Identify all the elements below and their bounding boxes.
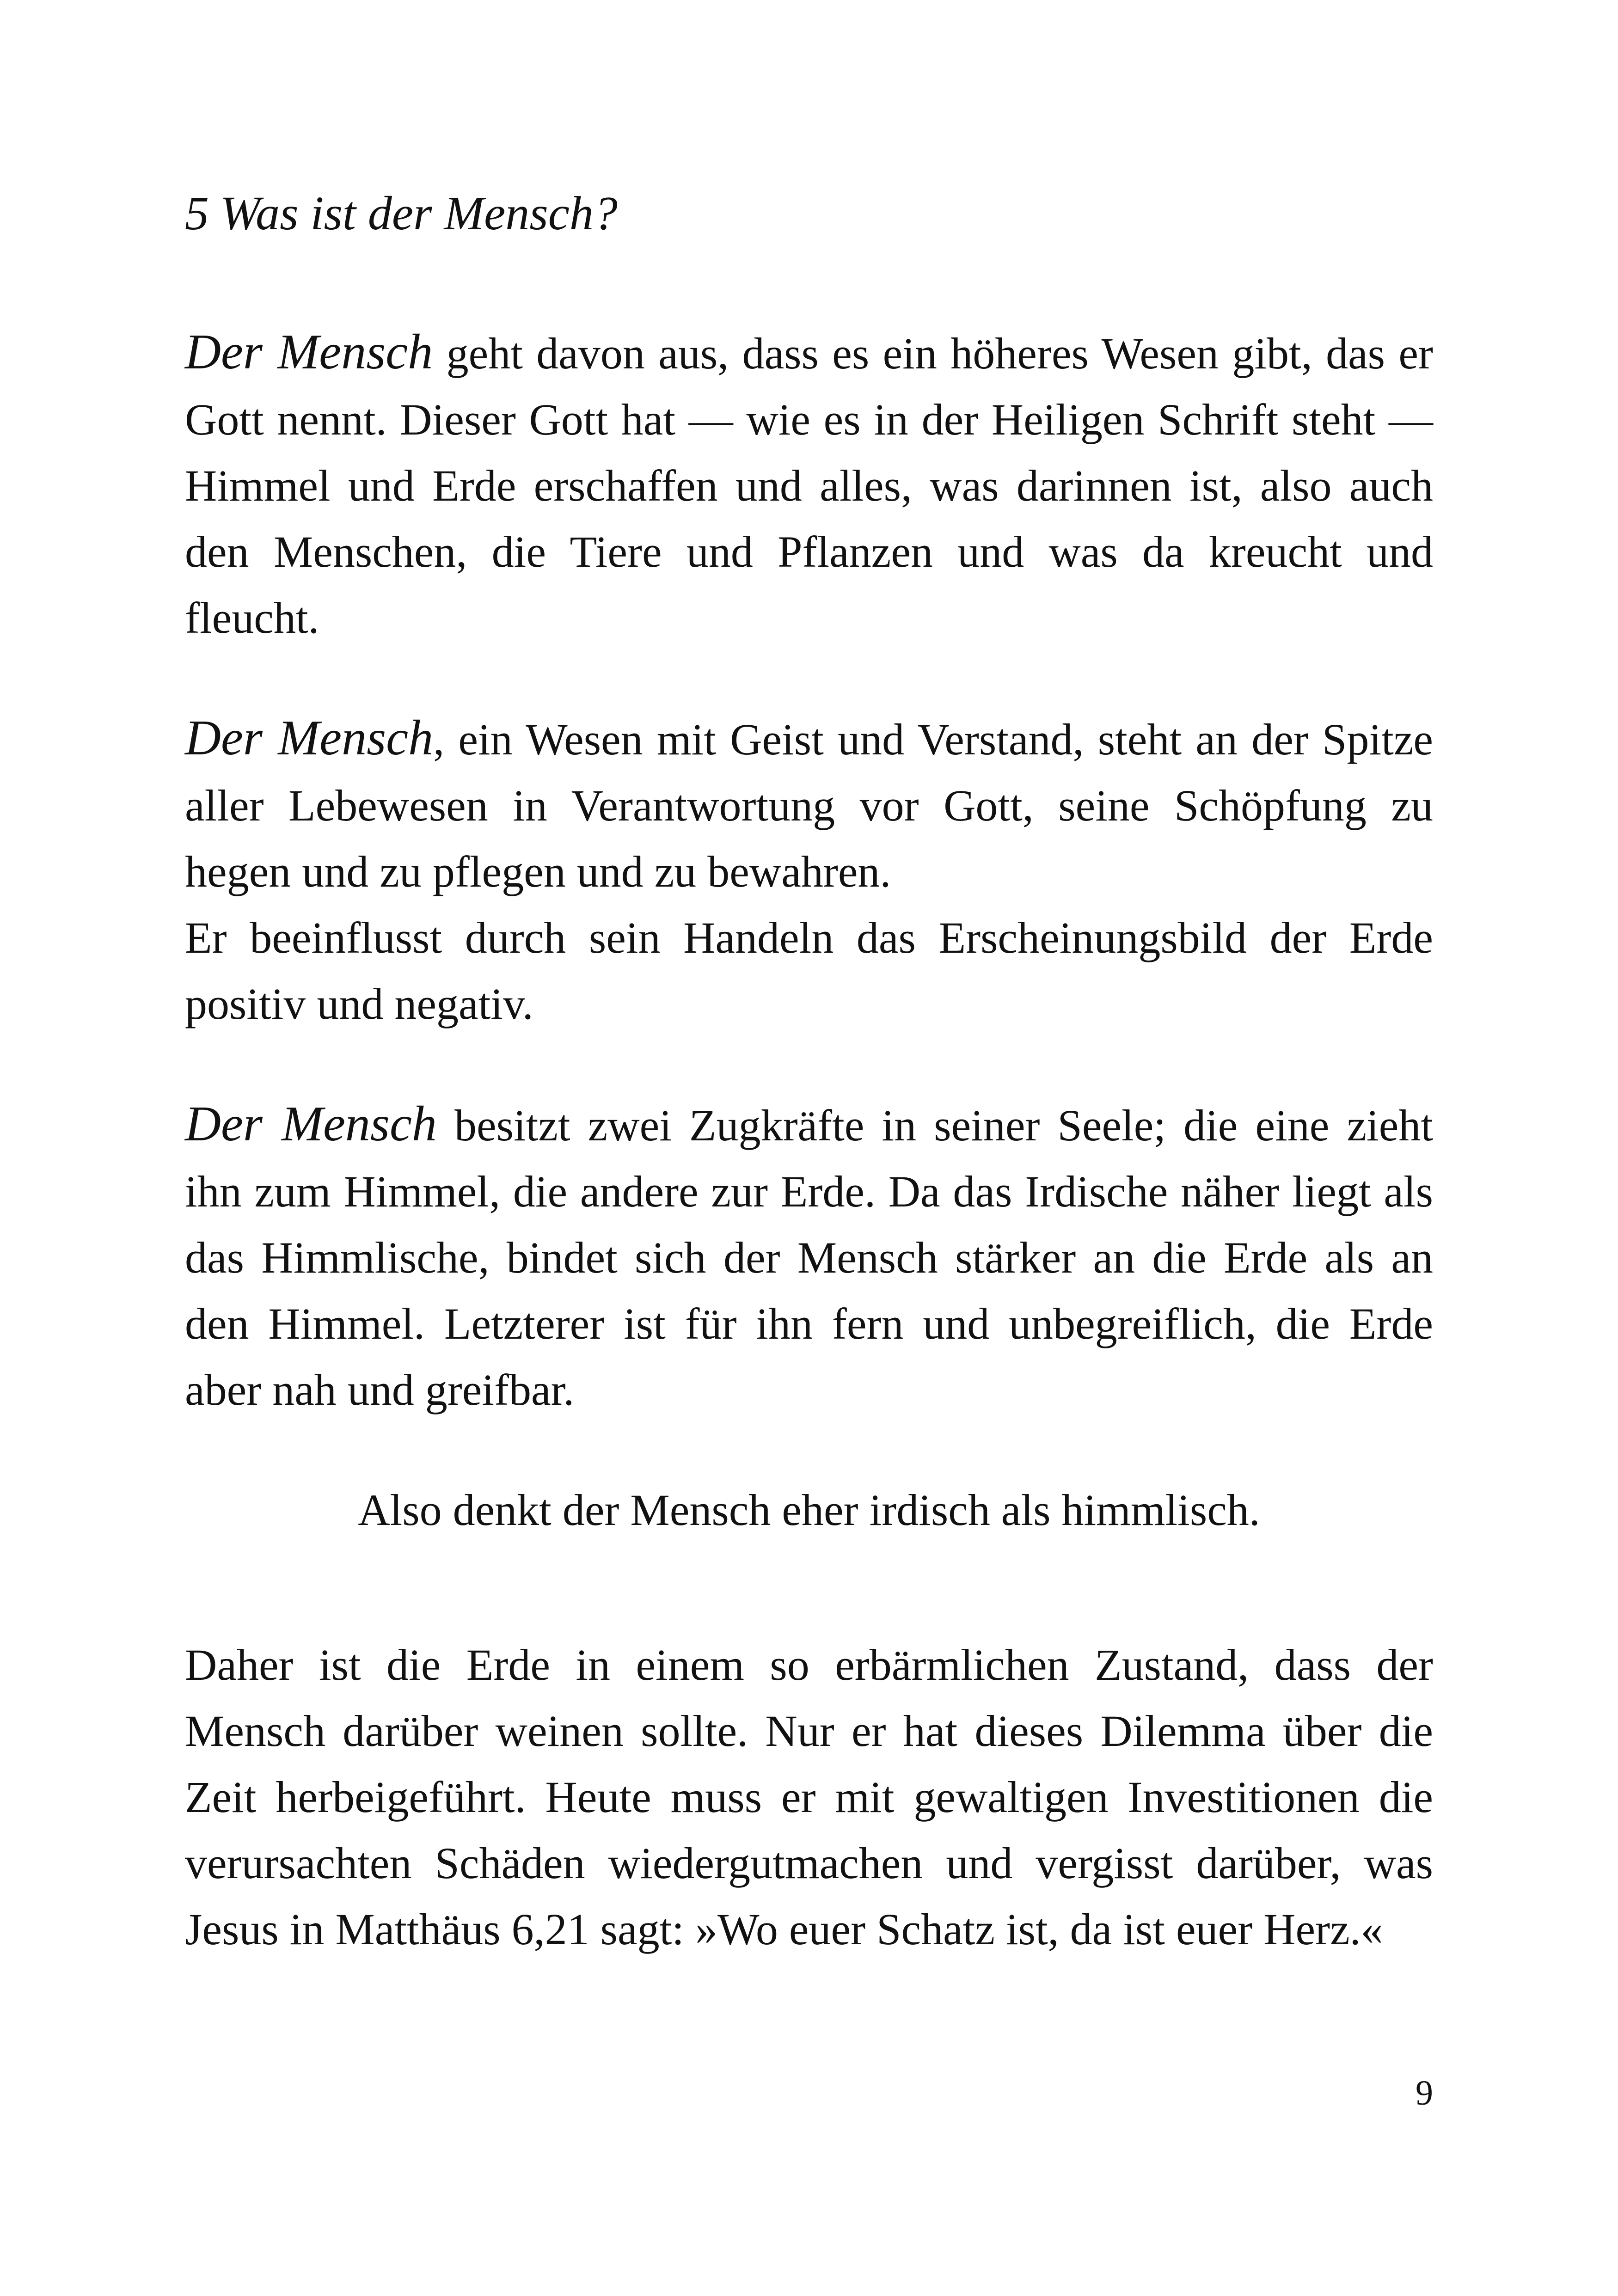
paragraph-1 [185, 319, 1433, 651]
paragraph-3-text: besitzt zwei Zugkräfte in seiner Seele; die eine zieht ihn zum Himmel, die andere zur Erde. Da das Irdische näher liegt als das Himmlische, bindet sich der Mensch stärker an die Erde als an den Himmel. Letzterer ist für ihn fern und unbegreiflich, die Erde aber nah und greifbar. [185, 1101, 1434, 1414]
chapter-title: Was ist der Mensch? [220, 187, 618, 240]
final-paragraph: Daher ist die Erde in einem so erbärmlichen Zustand, dass der Mensch darüber weinen sollte. Nur er hat dieses Dilemma über die Zeit herbeigeführt. Heute muss er mit gewaltigen Investitionen die verursachten Schäden wiedergutmachen und vergisst darüber, was Jesus in Matthäus 6,21 sagt: »Wo euer Schatz ist, da ist euer Herz.« [185, 1640, 1433, 1954]
chapter-heading [185, 185, 618, 243]
paragraph-1-lead: Der Mensch [185, 325, 433, 380]
paragraph-2 [185, 705, 1433, 1037]
paragraph-2-continuation: Er beeinflusst durch sein Handeln das Erscheinungsbild der Erde positiv und negativ. [185, 913, 1433, 1029]
page-number: 9 [1416, 2074, 1433, 2112]
paragraph-2-text: , ein Wesen mit Geist und Verstand, steht an der Spitze aller Lebewesen in Verantwortung vor Gott, seine Schöpfung zu hegen und zu pflegen und zu bewahren. [185, 715, 1434, 896]
paragraph-3 [185, 1091, 1433, 1423]
paragraph-2-lead: Der Mensch [185, 710, 434, 765]
paragraph-3-lead: Der Mensch [185, 1096, 437, 1151]
chapter-number: 5 [185, 187, 209, 240]
paragraph-1-text: geht davon aus, dass es ein höheres Wesen gibt, das er Gott nennt. Dieser Gott hat — wie es in der Heiligen Schrift steht — Himmel und Erde erschaffen und alles, was darinnen ist, also auch den Menschen, die Tiere und Pflanzen und was da kreucht und fleucht. [185, 329, 1433, 643]
centered-statement: Also denkt der Mensch eher irdisch als himmlisch. [358, 1485, 1260, 1535]
